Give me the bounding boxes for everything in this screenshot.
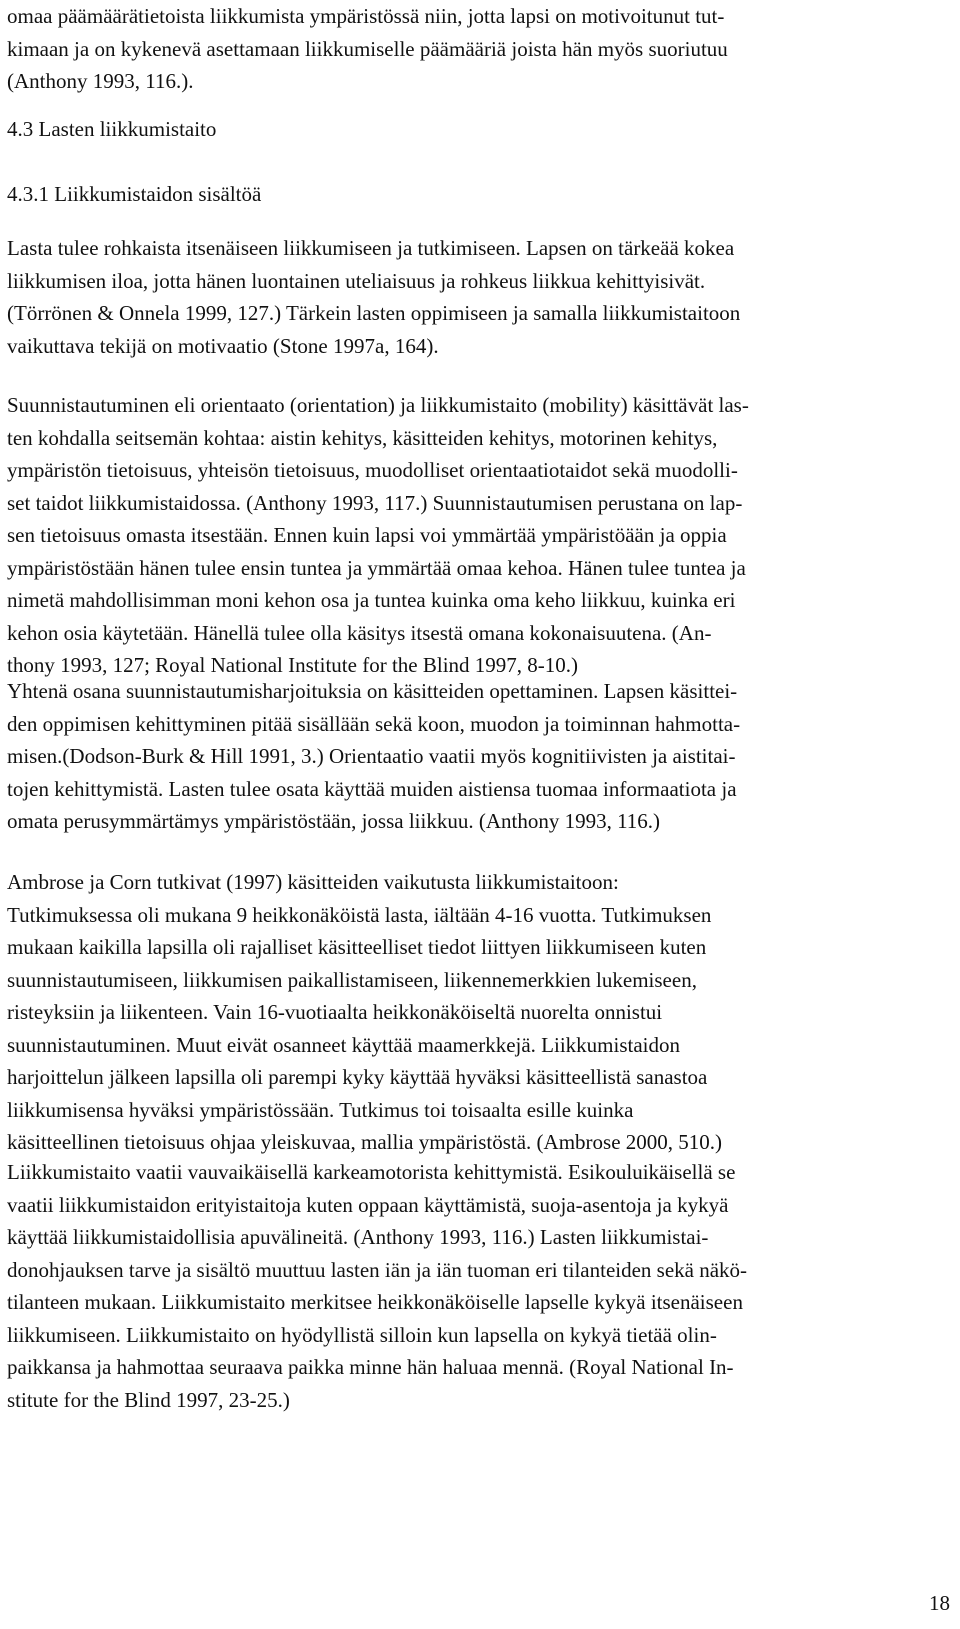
section-heading: 4.3 Lasten liikkumistaito bbox=[7, 117, 217, 141]
paragraph: Suunnistautuminen eli orientaato (orientation) ja liikkumistaito (mobility) käsittävät las- ten kohdalla seitsemän kohtaa: aistin kehitys, käsitteiden kehitys, motorinen kehitys, ympäristön tietoisuus, yhteisön tietoisuus, muodolliset orientaatiotaidot sekä muodolli- set taidot liikkumistaidossa. (Anthony 1993, 117.) Suunnistautumisen perustana on lap- sen tietoisuus omasta itsestään. Ennen kuin lapsi voi ymmärtää ympäristöään ja oppia ympäristöstään hänen tulee ensin tuntea ja ymmärtää omaa kehoa. Hänen tulee tuntea ja nimetä mahdollisimman moni kehon osa ja tuntea kuinka oma keho liikkuu, kuinka eri kehon osia käytetään. Hänellä tulee olla käsitys itsestä omana kokonaisuutena. (An- thony 1993, 127; Royal National Institute for the Blind 1997, 8-10.) bbox=[7, 393, 749, 677]
paragraph: Yhtenä osana suunnistautumisharjoituksia on käsitteiden opettaminen. Lapsen käsittei- den oppimisen kehittyminen pitää sisällään sekä koon, muodon ja toiminnan hahmotta- misen.(Dodson-Burk & Hill 1991, 3.) Orientaatio vaatii myös kognitiivisten ja aistitai- tojen kehittymistä. Lasten tulee osata käyttää muiden aistiensa tuomaa informaatiota ja omata perusymmärtämys ympäristöstään, jossa liikkuu. (Anthony 1993, 116.) bbox=[7, 679, 741, 833]
paragraph: Ambrose ja Corn tutkivat (1997) käsitteiden vaikutusta liikkumistaitoon: Tutkimuksessa oli mukana 9 heikkonäköistä lasta, iältään 4-16 vuotta. Tutkimuksen mukaan kaikilla lapsilla oli rajalliset käsitteelliset tiedot liittyen liikkumiseen kuten suunnistautumiseen, liikkumisen paikallistamiseen, liikennemerkkien lukemiseen, risteyksiin ja liikenteen. Vain 16-vuotiaalta heikkonäköiseltä nuorelta onnistui suunnistautuminen. Muut eivät osanneet käyttää maamerkkejä. Liikkumistaidon harjoittelun jälkeen lapsilla oli parempi kyky käyttää hyväksi käsitteellistä sanastoa liikkumisensa hyväksi ympäristössään. Tutkimus toi toisaalta esille kuinka käsitteellinen tietoisuus ohjaa yleiskuvaa, mallia ympäristöstä. (Ambrose 2000, 510.) bbox=[7, 870, 723, 1154]
page-number: 18 bbox=[929, 1591, 950, 1615]
paragraph: Lasta tulee rohkaista itsenäiseen liikkumiseen ja tutkimiseen. Lapsen on tärkeää kokea liikkumisen iloa, jotta hänen luontainen uteliaisuus ja rohkeus liikkua kehittyisivät. (Törrönen & Onnela 1999, 127.) Tärkein lasten oppimiseen ja samalla liikkumistaitoon vaikuttava tekijä on motivaatio (Stone 1997a, 164). bbox=[7, 236, 741, 358]
intro-paragraph: omaa päämäärätietoista liikkumista ympäristössä niin, jotta lapsi on motivoitunut tut- kimaan ja on kykenevä asettamaan liikkumiselle päämääriä joista hän myös suoriutuu (Anthony 1993, 116.). bbox=[7, 4, 728, 93]
paragraph: Liikkumistaito vaatii vauvaikäisellä karkeamotorista kehittymistä. Esikouluikäisellä se vaatii liikkumistaidon erityistaitoja kuten oppaan käyttämistä, suoja-asentoja ja kykyä käyttää liikkumistaidollisia apuvälineitä. (Anthony 1993, 116.) Lasten liikkumistai- donohjauksen tarve ja sisältö muuttuu lasten iän ja iän tuoman eri tilanteiden sekä näkö- tilanteen mukaan. Liikkumistaito merkitsee heikkonäköiselle lapselle kykyä itsenäiseen liikkumiseen. Liikkumistaito on hyödyllistä silloin kun lapsella on kykyä tietää olin- paikkansa ja hahmottaa seuraava paikka minne hän haluaa mennä. (Royal National In- stitute for the Blind 1997, 23-25.) bbox=[7, 1160, 748, 1412]
subsection-heading: 4.3.1 Liikkumistaidon sisältöä bbox=[7, 182, 262, 206]
